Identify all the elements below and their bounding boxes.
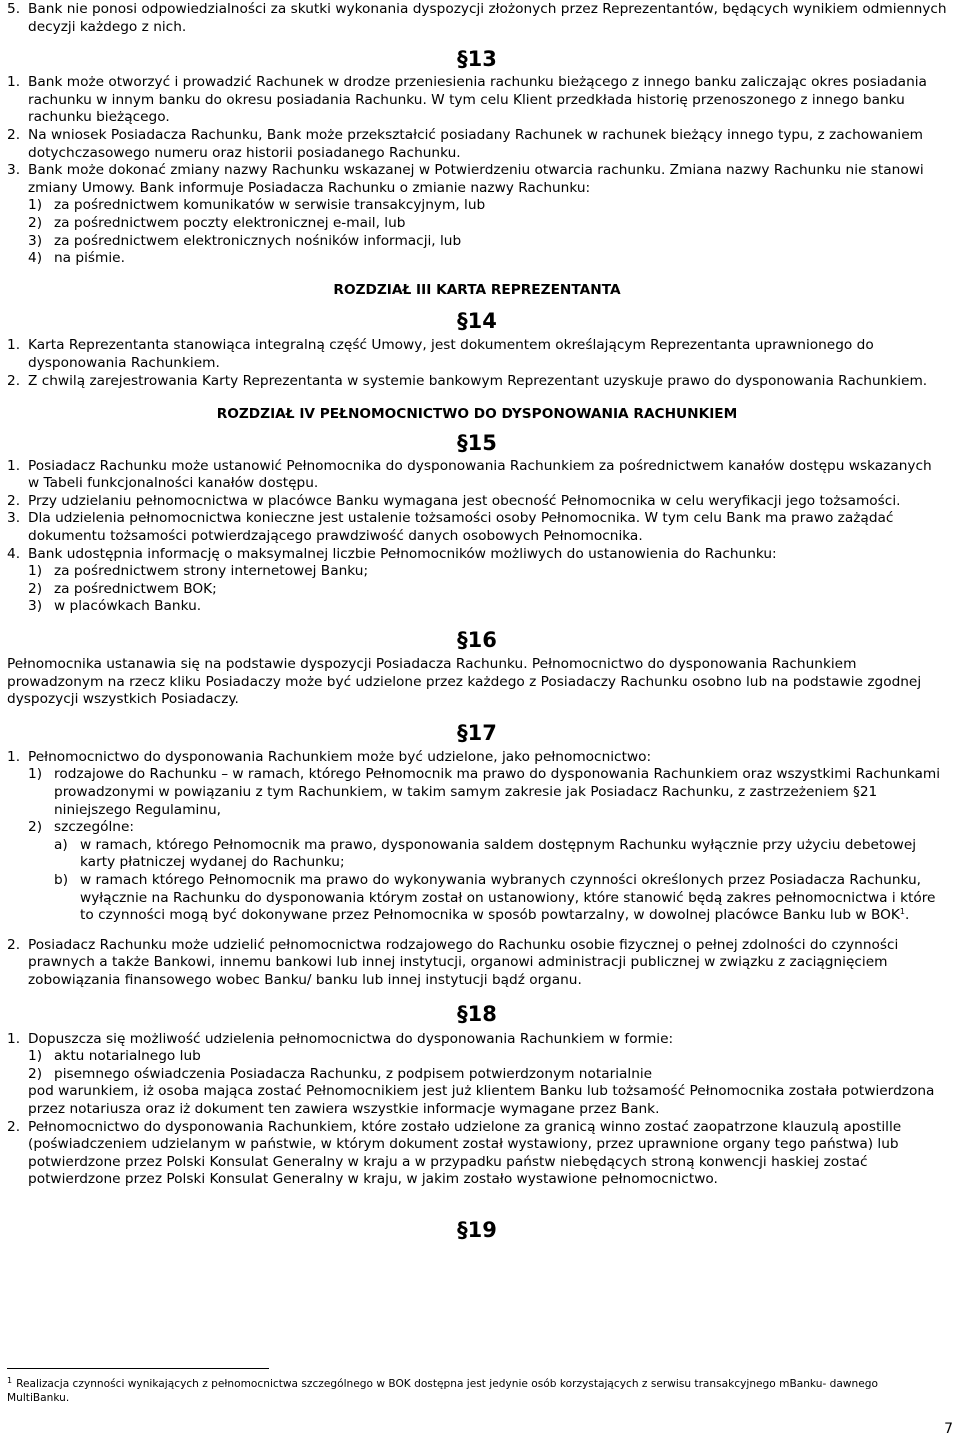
- section-heading-14: §14: [457, 309, 497, 334]
- section-heading-13: §13: [457, 47, 497, 72]
- s15-sub-2: 2) za pośrednictwem BOK;: [28, 580, 217, 597]
- s17-sub-a: a) w ramach, którego Pełnomocnik ma prawo, dysponowania saldem dostępnym Rachunku wyłącznie przy użyciu debetowej karty płatniczej wydanej do Rachunku;: [54, 836, 917, 871]
- section-heading-17: §17: [457, 720, 497, 745]
- s15-sub-3: 3) w placówkach Banku.: [28, 598, 202, 615]
- s13-sub-4: 4) na piśmie.: [28, 250, 125, 267]
- s13-sub-1: 1) za pośrednictwem komunikatów w serwisie transakcyjnym, lub: [28, 197, 486, 214]
- footnote-separator: [7, 1368, 269, 1369]
- page-number: 7: [944, 1421, 953, 1437]
- s15-item-4: 4. Bank udostępnia informację o maksymalnej liczbie Pełnomocników możliwych do ustanowienia do Rachunku:: [7, 545, 777, 562]
- s13-item-3: 3. Bank może dokonać zmiany nazwy Rachunku wskazanej w Potwierdzeniu otwarcia rachunku. Zmiana nazwy Rachunku nie stanowi zmiany Umowy. Bank informuje Posiadacza Rachunku o zmianie nazwy Rachunku:: [7, 162, 924, 196]
- s12-item-5: 5. Bank nie ponosi odpowiedzialności za skutki wykonania dyspozycji złożonych przez Reprezentantów, będących wynikiem odmiennych decyzji każdego z nich.: [7, 1, 947, 35]
- document-page: [7, 0, 947, 1242]
- footnote: $^1$ Realizacja czynności wynikających z pełnomocnictwa szczególnego w BOK dostępna jest jedynie osób korzystających z serwisu transakcyjnego mBanku- dawnego MultiBanku.: [7, 1376, 878, 1404]
- footnote-ref: 1: [899, 907, 905, 917]
- s14-item-1: 1. Karta Reprezentanta stanowiąca integralną część Umowy, jest dokumentem określającym Reprezentanta uprawnionego do dysponowania Rachunkiem.: [7, 337, 874, 371]
- s18-item-1: 1. Dopuszcza się możliwość udzielenia pełnomocnictwa do dysponowania Rachunkiem w formie:: [7, 1030, 674, 1047]
- s16-paragraph: Pełnomocnika ustanawia się na podstawie dyspozycji Posiadacza Rachunku. Pełnomocnictwo do dysponowania Rachunkiem prowadzonym na rzecz kliku Posiadaczy może być udzielone przez każdego z Posiadaczy Rachunku osobno lub na podstawie zgodnej dyspozycji wszystkich Posiadaczy.: [7, 656, 922, 708]
- s17-sub-2: 2) szczególne:: [28, 819, 135, 836]
- s17-sub-b: b) w ramach którego Pełnomocnik ma prawo do wykonywania wybranych czynności określonych przez Posiadacza Rachunku, wyłącznie na Rachunku do dysponowania którym został on ustanowiony, które stanowić będą zakres pełnomocnictwa i które to czynności mogą być dokonywane przez Pełnomocnika w sposób powtarzalny, w dowolnej placówce Banku lub w BOK$^1$.: [54, 871, 936, 924]
- s18-sub-2: 2) pisemnego oświadczenia Posiadacza Rachunku, z podpisem potwierdzonym notarialnie: [28, 1065, 653, 1082]
- s14-item-2: 2. Z chwilą zarejestrowania Karty Reprezentanta w systemie bankowym Reprezentant uzyskuje prawo do dysponowania Rachunkiem.: [7, 372, 928, 389]
- chapter-4-heading: ROZDZIAŁ IV PEŁNOMOCNICTWO DO DYSPONOWANIA RACHUNKIEM: [216, 406, 738, 423]
- s18-sub-1: 1) aktu notarialnego lub: [28, 1048, 201, 1065]
- chapter-3-heading: ROZDZIAŁ III KARTA REPREZENTANTA: [333, 281, 621, 298]
- s13-sub-2: 2) za pośrednictwem poczty elektronicznej e-mail, lub: [28, 214, 406, 231]
- s17-item-2: 2. Posiadacz Rachunku może udzielić pełnomocnictwa rodzajowego do Rachunku osobie fizycznej o pełnej zdolności do czynności prawnych a także Bankowi, innemu bankowi lub innej instytucji, organowi administracji publicznej w związku z zaciągnięciem zobowiązania finansowego wobec Banku/ banku lub innej instytucji bądź organu.: [7, 936, 899, 988]
- section-heading-18: §18: [457, 1001, 497, 1026]
- s15-item-1: 1. Posiadacz Rachunku może ustanowić Pełnomocnika do dysponowania Rachunkiem za pośrednictwem kanałów dostępu wskazanych w Tabeli funkcjonalności kanałów dostępu.: [7, 457, 932, 492]
- section-heading-15: §15: [457, 430, 497, 455]
- s18-item-2: 2. Pełnomocnictwo do dysponowania Rachunkiem, które zostało udzielone za granicą winno zostać zaopatrzone klauzulą apostille (poświadczeniem udzielanym w państwie, w którym dokument został wystawiony, przez uprawnione organy tego państwa) lub potwierdzone przez Polski Konsulat Generalny w kraju a w przypadku państw niebędących stroną konwencji haskiej zostać potwierdzone przez Polski Konsulat Generalny w kraju, w jakim zostało wystawione pełnomocnictwo.: [7, 1118, 902, 1188]
- s17-sub-1: 1) rodzajowe do Rachunku – w ramach, którego Pełnomocnik ma prawo do dysponowania Rachunkiem oraz wszystkimi Rachunkami prowadzonymi w powiązaniu z tym Rachunkiem, w takim samym zakresie jak Posiadacz Rachunku, z zastrzeżeniem §21 niniejszego Regulaminu,: [28, 766, 941, 818]
- s15-item-3: 3. Dla udzielenia pełnomocnictwa konieczne jest ustalenie tożsamości osoby Pełnomocnika. W tym celu Bank ma prawo zażądać dokumentu tożsamości potwierdzającego prawdziwość danych osobowych Pełnomocnika.: [7, 510, 894, 545]
- s13-sub-3: 3) za pośrednictwem elektronicznych nośników informacji, lub: [28, 232, 462, 249]
- section-heading-16: §16: [457, 628, 497, 653]
- s13-item-1: 1. Bank może otworzyć i prowadzić Rachunek w drodze przeniesienia rachunku bieżącego z innego banku zaliczając okres posiadania rachunku w innym banku do okresu posiadania Rachunku. W tym celu Klient przedkłada historię przenoszonego z innego banku rachunku bieżącego.: [7, 74, 927, 126]
- s18-continuation: pod warunkiem, iż osoba mająca zostać Pełnomocnikiem jest już klientem Banku lub tożsamość Pełnomocnika została potwierdzona przez notariusza oraz iż dokument ten zawiera wszystkie informacje wymagane przez Bank.: [28, 1083, 935, 1117]
- s13-item-2: 2. Na wniosek Posiadacza Rachunku, Bank może przekształcić posiadany Rachunek w rachunek bieżący innego typu, z zachowaniem dotychczasowego numeru oraz historii posiadanego Rachunku.: [7, 126, 923, 161]
- s15-sub-1: 1) za pośrednictwem strony internetowej Banku;: [28, 563, 369, 580]
- footnote-mark: 1: [7, 1376, 13, 1385]
- section-heading-19: §19: [457, 1217, 497, 1242]
- s15-item-2: 2. Przy udzielaniu pełnomocnictwa w placówce Banku wymagana jest obecność Pełnomocnika w celu weryfikacji jego tożsamości.: [7, 492, 901, 509]
- s17-item-1: 1. Pełnomocnictwo do dysponowania Rachunkiem może być udzielone, jako pełnomocnictwo:: [7, 748, 652, 765]
